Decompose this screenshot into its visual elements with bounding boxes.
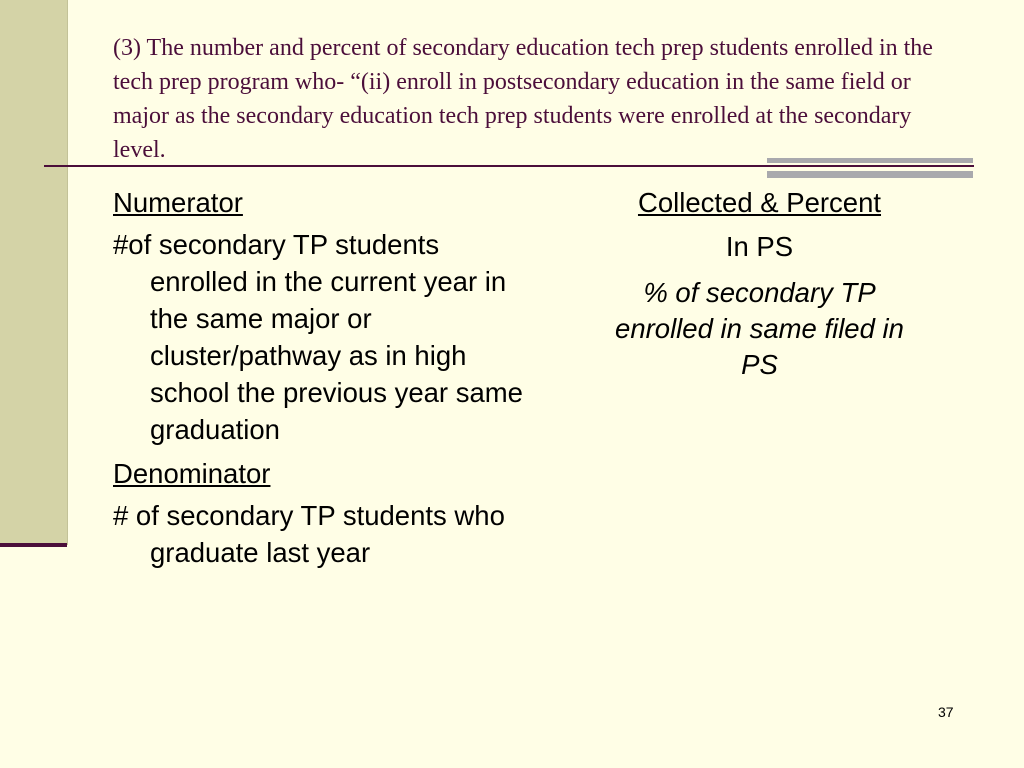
left-column bbox=[113, 185, 538, 579]
title-accent-bar-bottom bbox=[767, 171, 973, 178]
denominator-text: # of secondary TP students who graduate last year bbox=[113, 500, 505, 568]
percent-description-line-2: enrolled in same filed in bbox=[615, 313, 904, 344]
percent-description bbox=[587, 275, 932, 383]
right-column bbox=[587, 185, 932, 383]
percent-description-line-3: PS bbox=[741, 349, 778, 380]
numerator-text: #of secondary TP students enrolled in the current year in the same major or cluster/pathway as in high school the previous year same graduation bbox=[113, 229, 523, 445]
slide-title: (3) The number and percent of secondary education tech prep students enrolled in the tech prep program who- “(ii) enroll in postsecondary education in the same field or major as the secondary education tech prep students were enrolled at the secondary level. bbox=[113, 35, 933, 163]
collected-percent-heading: Collected & Percent bbox=[637, 187, 882, 218]
page-number: 37 bbox=[938, 704, 954, 720]
side-band bbox=[0, 0, 68, 545]
numerator-heading: Numerator bbox=[113, 187, 243, 218]
side-accent-line bbox=[0, 543, 67, 547]
denominator-heading: Denominator bbox=[113, 458, 271, 489]
percent-description-line-1: % of secondary TP bbox=[643, 277, 876, 308]
in-ps-label: In PS bbox=[725, 231, 794, 262]
